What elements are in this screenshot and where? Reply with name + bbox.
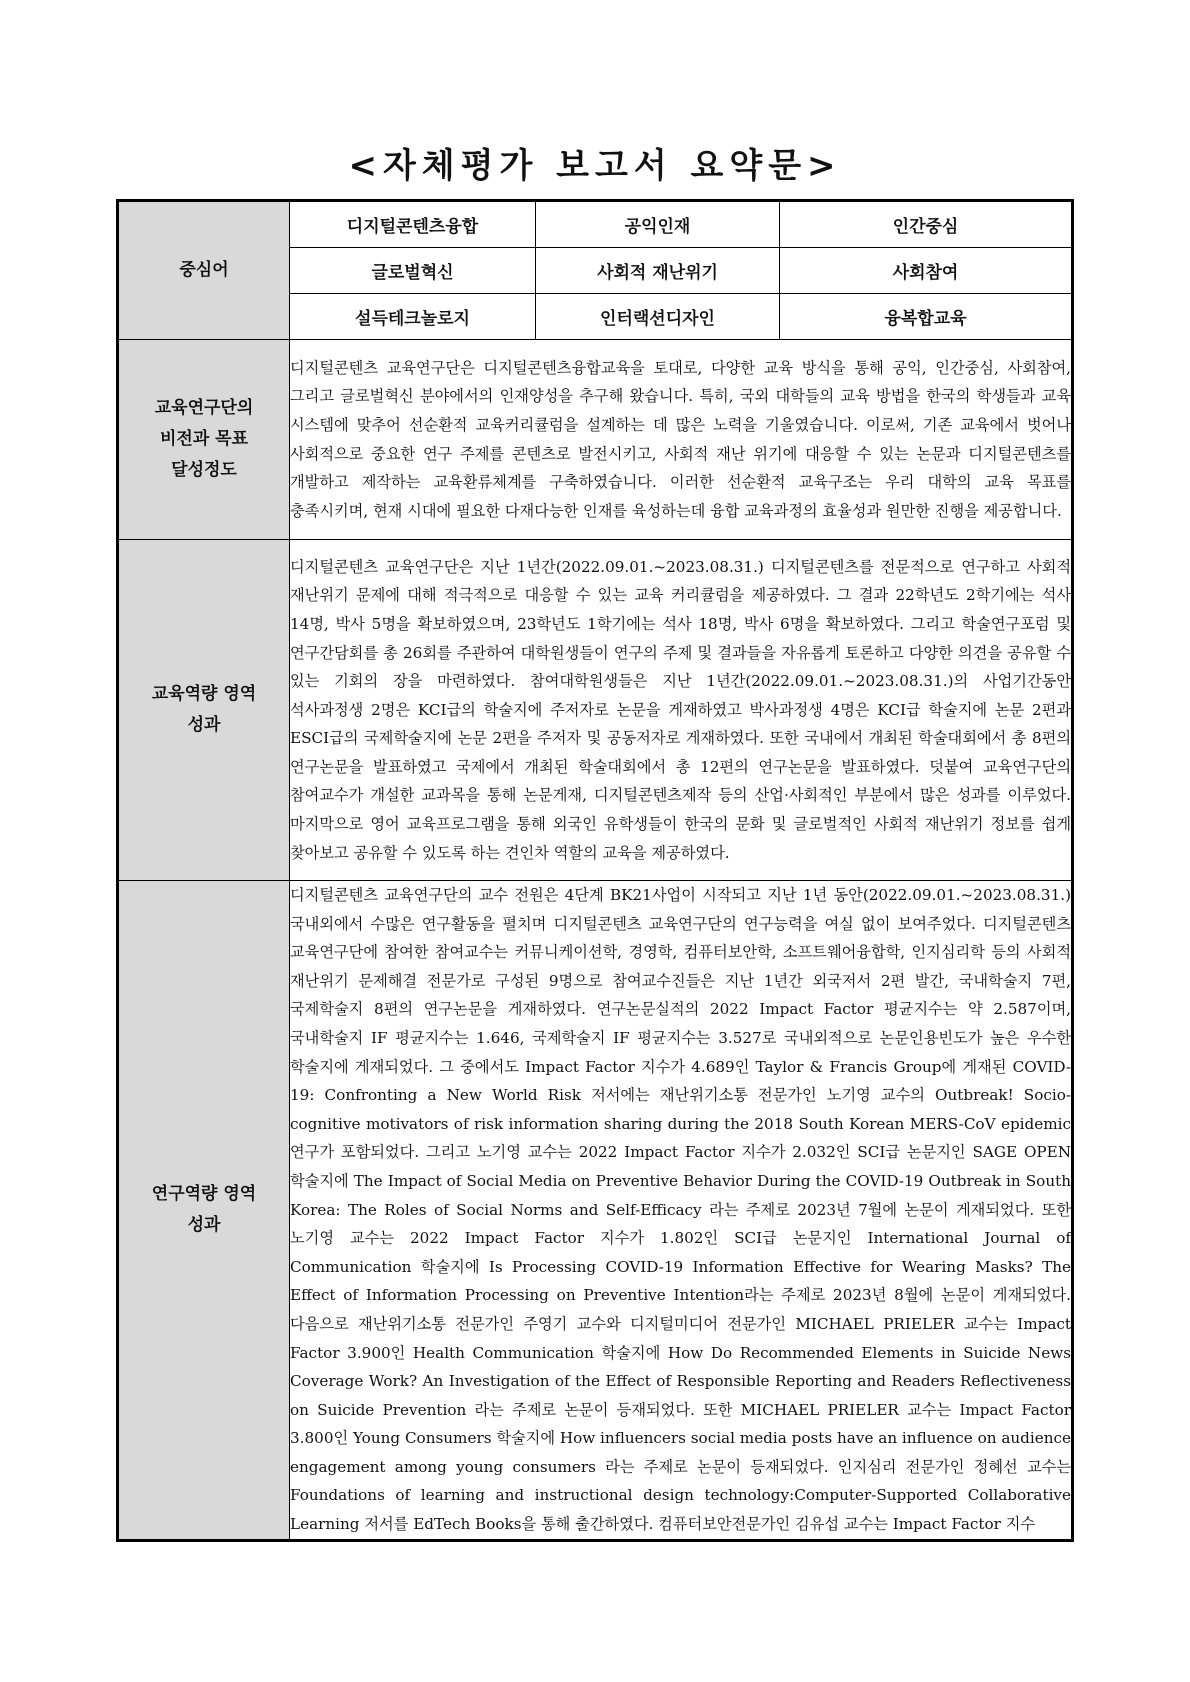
keyword-cell: 공익인재 bbox=[536, 201, 780, 248]
section-label-line: 성과 bbox=[187, 1214, 221, 1235]
keyword-cell: 인간중심 bbox=[780, 201, 1073, 248]
section-row-education bbox=[118, 540, 1073, 881]
document-title: <자체평가 보고서 요약문> bbox=[348, 146, 842, 186]
section-label-line: 교육역량 영역 bbox=[151, 684, 257, 704]
keyword-cell: 융복합교육 bbox=[780, 294, 1073, 340]
section-label-line: 연구역량 영역 bbox=[151, 1183, 257, 1204]
keyword-cell: 디지털콘텐츠융합 bbox=[290, 201, 536, 248]
section-row-research bbox=[118, 881, 1073, 1541]
section-text-research: 디지털콘텐츠 교육연구단의 교수 전원은 4단계 BK21사업이 시작되고 지난 1년 동안(2022.09.01.~2023.08.31.) 국내외에서 수많은 연구활동을 펼치며 디지털콘텐츠 교육연구단의 연구능력을 여실 없이 보여주었다. 디지털콘텐츠 교육연구단에 참여한 참여교수는 커뮤니케이션학, 경영학, 컴퓨터보안학, 소프트웨어융합학, 인지심리학 등의 사회적 재난위기 문제해결 전문가로 구성된 9명으로 참여교수진들은 지난 1년간 외국저서 2편 발간, 국내학술지 7편, 국제학술지 8편의 연구논문을 게재하였다. 연구논문실적의 2022 Impact Factor 평균지수는 약 2.587이며, 국내학술지 IF 평균지수는 1.646, 국제학술지 IF 평균지수는 3.527로 국내외적으로 논문인용빈도가 높은 우수한 학술지에 게재되었다. 그 중에서도 Impact Factor 지수가 4.689인 Taylor & Francis Group에 게재된 COVID-19: Confronting a New World Risk 저서에는 재난위기소통 전문가인 노기영 교수의 Outbreak! Socio-cognitive motivators of risk information sharing during the 2018 South Korean MERS-CoV epidemic 연구가 포함되었다. 그리고 노기영 교수는 2022 Impact Factor 지수가 2.032인 SCI급 논문지인 SAGE OPEN 학술지에 The Impact of Social Media on Preventive Behavior During the COVID-19 Outbreak in South Korea: The Roles of Social Norms and Self-Efficacy 라는 주제로 2023년 7월에 논문이 게재되었다. 또한 노기영 교수는 2022 Impact Factor 지수가 1.802인 SCI급 논문지인 International Journal of Communication 학술지에 Is Processing COVID-19 Information Effective for Wearing Masks? The Effect of Information Processing on Preventive Intention라는 주제로 2023년 8월에 논문이 게재되었다. 다음으로 재난위기소통 전문가인 주영기 교수와 디지털미디어 전문가인 MICHAEL PRIELER 교수는 Impact Factor 3.900인 Health Communication 학술지에 How Do Recommended Elements in Suicide News Coverage Work? An Investigation of the Effect of Responsible Reporting and Readers Reflectiveness on Suicide Prevention 라는 주제로 논문이 등재되었다. 또한 MICHAEL PRIELER 교수는 Impact Factor 3.800인 Young Consumers 학술지에 How influencers social media posts have an influence on audience engagement among young consumers 라는 주제로 논문이 등재되었다. 인지심리 전문가인 정혜선 교수는 Foundations of learning and instructional design technology:Computer-Supported Collaborative Learning 저서를 EdTech Books을 통해 출간하였다. 컴퓨터보안전문가인 김유섭 교수는 Impact Factor 지수 bbox=[290, 881, 1073, 1541]
keyword-cell: 설득테크놀로지 bbox=[290, 294, 536, 340]
keywords-label: 중심어 bbox=[118, 201, 290, 340]
section-text-vision: 디지털콘텐츠 교육연구단은 디지털콘텐츠융합교육을 토대로, 다양한 교육 방식을 통해 공익, 인간중심, 사회참여, 그리고 글로벌혁신 분야에서의 인재양성을 추구해 왔습니다. 특히, 국외 대학들의 교육 방법을 한국의 학생들과 교육 시스템에 맞추어 선순환적 교육커리큘럼을 설계하는 데 많은 노력을 기울였습니다. 이로써, 기존 교육에서 벗어나 사회적으로 중요한 연구 주제를 콘텐츠로 발전시키고, 사회적 재난 위기에 대응할 수 있는 논문과 디지털콘텐츠를 개발하고 제작하는 교육환류체계를 구축하였습니다. 이러한 선순환적 교육구조는 우리 대학의 교육 목표를 충족시키며, 현재 시대에 필요한 다재다능한 인재를 육성하는데 융합 교육과정의 효율성과 원만한 진행을 제공합니다. bbox=[290, 340, 1073, 540]
keyword-cell: 사회적 재난위기 bbox=[536, 248, 780, 294]
summary-table bbox=[116, 199, 1074, 1542]
keyword-cell: 글로벌혁신 bbox=[290, 248, 536, 294]
section-label-education bbox=[118, 540, 290, 881]
section-text-education: 디지털콘텐츠 교육연구단은 지난 1년간(2022.09.01.~2023.08.31.) 디지털콘텐츠를 전문적으로 연구하고 사회적 재난위기 문제에 대해 적극적으로 대응할 수 있는 교육 커리큘럼을 제공하였다. 그 결과 22학년도 2학기에는 석사 14명, 박사 5명을 확보하였으며, 23학년도 1학기에는 석사 18명, 박사 6명을 확보하였다. 그리고 학술연구포럼 및 연구간담회를 총 26회를 주관하여 대학원생들이 연구의 주제 및 결과들을 자유롭게 토론하고 다양한 의견을 공유할 수 있는 기회의 장을 마련하였다. 참여대학원생들은 지난 1년간(2022.09.01.~2023.08.31.)의 사업기간동안 석사과정생 2명은 KCI급의 학술지에 주저자로 논문을 게재하였고 박사과정생 4명은 KCI급 학술지에 논문 2편과 ESCI급의 국제학술지에 논문 2편을 주저자 및 공동저자로 게재하였다. 또한 국내에서 개최된 학술대회에서 총 8편의 연구논문을 발표하였고 국제에서 개최된 학술대회에서 총 12편의 연구논문을 발표하였다. 덧붙여 교육연구단의 참여교수가 개설한 교과목을 통해 논문게재, 디지털콘텐츠제작 등의 산업·사회적인 부분에서 많은 성과를 이루었다. 마지막으로 영어 교육프로그램을 통해 외국인 유학생들이 한국의 문화 및 글로벌적인 사회적 재난위기 정보를 쉽게 찾아보고 공유할 수 있도록 하는 견인차 역할의 교육을 제공하였다. bbox=[290, 540, 1073, 881]
keyword-cell: 인터랙션디자인 bbox=[536, 294, 780, 340]
section-label-line: 달성정도 bbox=[171, 460, 237, 480]
section-label-line: 교육연구단의 bbox=[154, 398, 254, 418]
section-row-vision bbox=[118, 340, 1073, 540]
section-label-vision bbox=[118, 340, 290, 540]
section-label-research bbox=[118, 881, 290, 1541]
keyword-cell: 사회참여 bbox=[780, 248, 1073, 294]
section-label-line: 성과 bbox=[187, 715, 221, 735]
keyword-row bbox=[118, 201, 1073, 248]
section-label-line: 비전과 목표 bbox=[159, 429, 249, 449]
